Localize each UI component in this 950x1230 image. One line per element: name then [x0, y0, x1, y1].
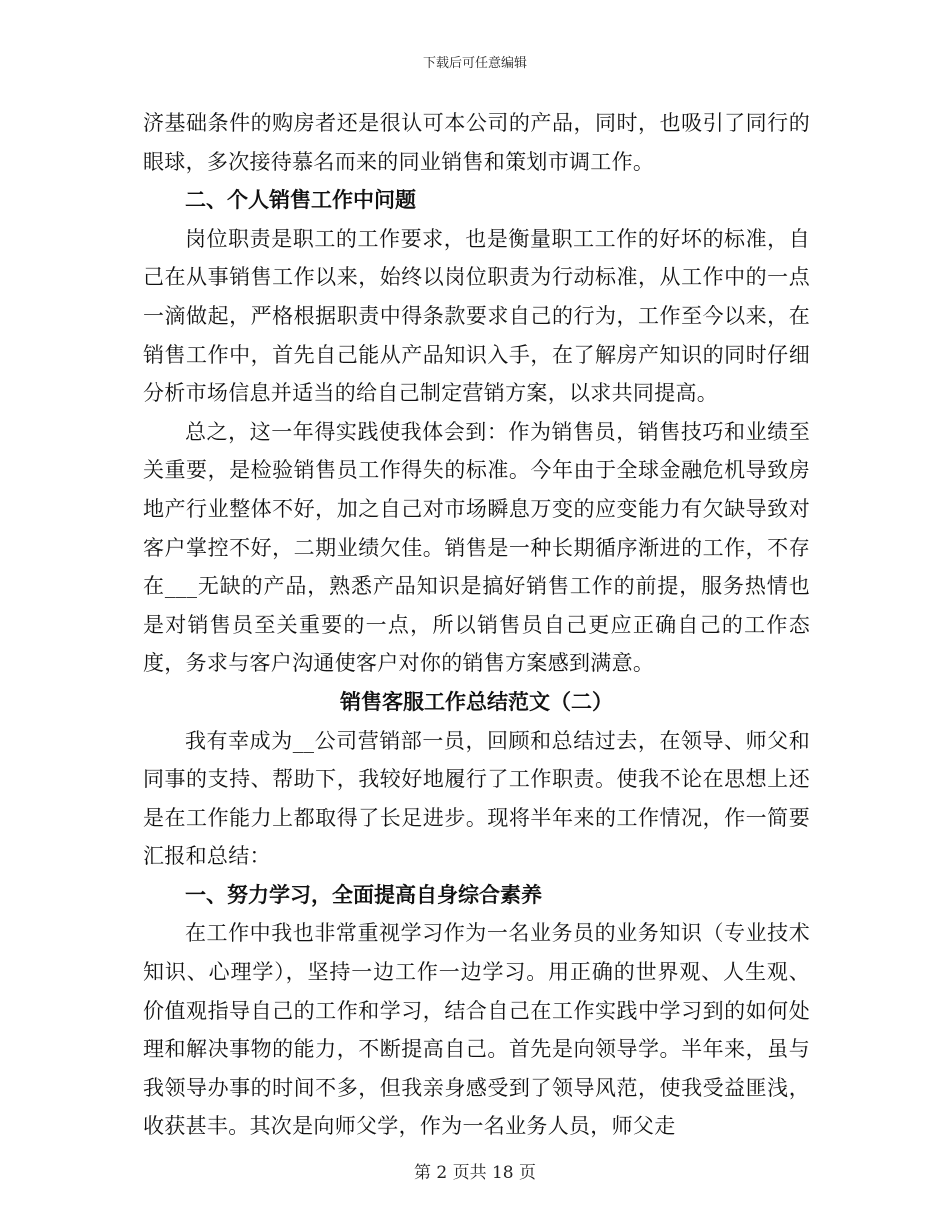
paragraph-continuation: 济基础条件的购房者还是很认可本公司的产品，同时，也吸引了同行的眼球，多次接待慕名而来的同业销售和策划市调工作。 — [143, 111, 810, 174]
section-heading-problems: 二、个人销售工作中问题 — [185, 188, 416, 213]
section-heading-study: 一、努力学习，全面提高自身综合素养 — [185, 882, 542, 907]
document-body — [143, 104, 810, 1146]
header-note: 下载后可任意编辑 — [422, 56, 527, 71]
paragraph-job-duties: 岗位职责是职工的工作要求，也是衡量职工工作的好坏的标准，自己在从事销售工作以来，始终以岗位职责为行动标准，从工作中的一点一滴做起，严格根据职责中得条款要求自己的行为，工作至今以来，在销售工作中，首先自己能从产品知识入手，在了解房产知识的同时仔细分析市场信息并适当的给自己制定营销方案，以求共同提高。 — [143, 226, 810, 406]
page-number: 第 2 页共 18 页 — [413, 1163, 537, 1183]
paragraph-summary: 总之，这一年得实践使我体会到：作为销售员，销售技巧和业绩至关重要，是检验销售员工作得失的标准。今年由于全球金融危机导致房地产行业整体不好，加之自己对市场瞬息万变的应变能力有欠缺导致对客户掌控不好，二期业绩欠佳。销售是一种长期循序渐进的工作，不存在___无缺的产品，熟悉产品知识是搞好销售工作的前提，服务热情也是对销售员至关重要的一点，所以销售员自己更应正确自己的工作态度，务求与客户沟通使客户对你的销售方案感到满意。 — [143, 419, 810, 676]
article-title-2: 销售客服工作总结范文（二） — [340, 689, 613, 714]
paragraph-study: 在工作中我也非常重视学习作为一名业务员的业务知识（专业技术知识、心理学），坚持一边工作一边学习。用正确的世界观、人生观、价值观指导自己的工作和学习，结合自己在工作实践中学习到的如何处理和解决事物的能力，不断提高自己。首先是向领导学。半年来，虽与我领导办事的时间不多，但我亲身感受到了领导风范，使我受益匪浅，收获甚丰。其次是向师父学，作为一名业务人员，师父走 — [143, 921, 810, 1139]
paragraph-intro: 我有幸成为__公司营销部一员，回顾和总结过去，在领导、师父和同事的支持、帮助下，我较好地履行了工作职责。使我不论在思想上还是在工作能力上都取得了长足进步。现将半年来的工作情况，作一简要汇报和总结： — [143, 728, 810, 869]
